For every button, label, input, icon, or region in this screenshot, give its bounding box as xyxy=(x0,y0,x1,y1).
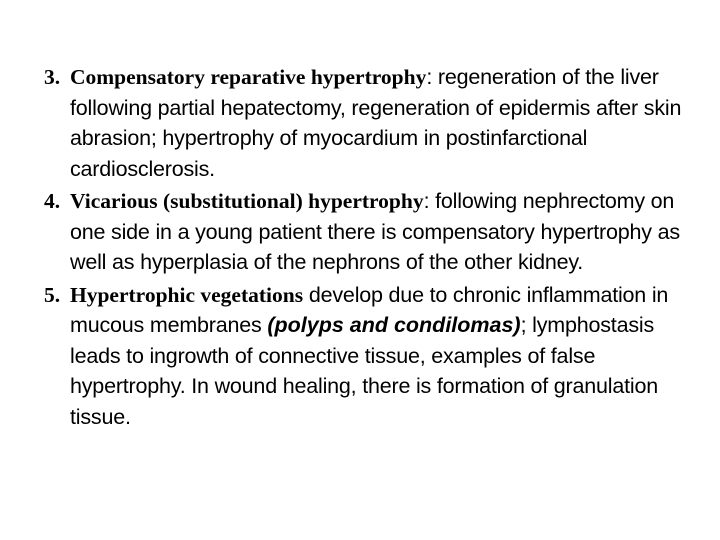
item-text-after: ; lymphostasis leads to ingrowth of connective tissue, examples of false hypertrophy. In wound healing, there is formation of granulation tissue. xyxy=(70,313,658,429)
slide-content xyxy=(44,62,694,434)
item-heading: Vicarious (substitutional) hypertrophy xyxy=(70,189,424,213)
item-heading: Compensatory reparative hypertrophy xyxy=(70,65,427,89)
item-text: develop due to chronic inflammation in mucous membranes xyxy=(70,282,669,337)
item-number: 4. xyxy=(44,189,61,213)
item-text: : following nephrectomy on one side in a young patient there is compensatory hypertrophy as well as hyperplasia of the nephrons of the other kidney. xyxy=(70,189,680,274)
item-heading: Hypertrophic vegetations xyxy=(70,282,304,307)
list-item xyxy=(44,62,694,184)
item-number: 5. xyxy=(44,282,61,307)
item-emphasis: (polyps and condilomas) xyxy=(267,313,521,337)
list-item xyxy=(44,280,694,433)
item-number: 3. xyxy=(44,65,61,89)
item-text: : regeneration of the liver following partial hepatectomy, regeneration of epidermis after skin abrasion; hypertrophy of myocardium in postinfarctional cardiosclerosis. xyxy=(70,65,682,181)
list-item xyxy=(44,186,694,278)
